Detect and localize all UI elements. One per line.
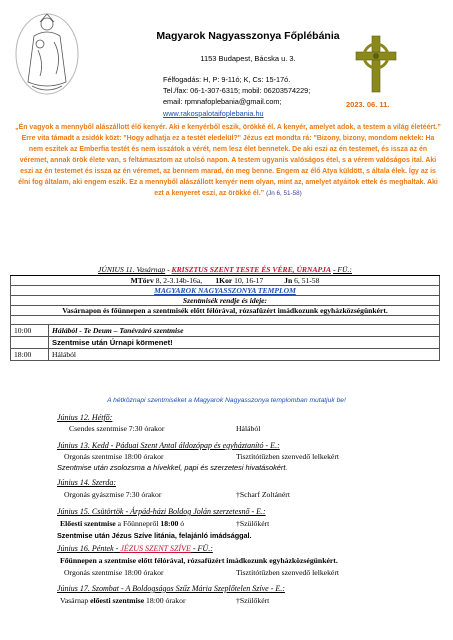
day-heading-wednesday: Június 14. Szerda:: [57, 478, 117, 487]
mass1-intention: Hálából - Te Deum – Tanévzáró szentmise: [49, 324, 440, 336]
friday-date: Június 16. Péntek: [57, 544, 114, 553]
saturday-mass-type: előesti szentmise: [90, 596, 145, 605]
sunday-suffix: - FÜ.:: [332, 265, 352, 275]
sunday-heading: JÚNIUS 11. Vasárnap - KRISZTUS SZENT TESTE ÉS VÉRE, ÚRNAPJA - FÜ.:: [11, 265, 440, 275]
reading3-label: Jn: [284, 275, 293, 285]
thursday-mass-feast: a Főünnepről: [117, 519, 159, 528]
thursday-mass: [60, 519, 184, 528]
saturday-feast: - A Boldogságos Szűz Mária Szeplőtelen Szíve - E.:: [121, 584, 285, 593]
saturday-mass-day: Vasárnap: [60, 596, 89, 605]
tuesday-mass: Orgonás szentmise 18:00 órakor: [64, 452, 164, 461]
reading3: 6, 51-58: [294, 275, 320, 285]
thursday-mass-hour: ó: [180, 519, 185, 528]
bulletin-date: 2023. 06. 11.: [346, 100, 390, 109]
monday-mass: Csendes szentmise 7:30 órakor: [69, 424, 165, 433]
friday-feast: JÉZUS SZENT SZÍVE: [120, 544, 191, 553]
sunday-date: JÚNIUS 11. Vasárnap: [98, 265, 166, 275]
friday-rosary-note: Főünnepen a szentmise előtt félórával, rózsafüzért imádkozunk egyházközségünkért.: [60, 556, 338, 565]
email: email: rpmnafoplebania@gmail.com;: [163, 97, 282, 107]
thursday-feast: - Árpád-házi Boldog Jolán szerzetesnő - E.:: [125, 507, 266, 516]
tuesday-note: Szentmise után zsolozsma a hívekkel, papi és szerzetesi hivatásokért.: [57, 463, 288, 472]
reading1-label: MTörv: [130, 275, 154, 285]
thursday-mass-type: Előesti szentmise: [60, 519, 116, 528]
sunday-mass-table: [10, 265, 440, 361]
friday-intention: Tisztítótűzben szenvedő lelkekért: [236, 568, 340, 577]
parish-header: [148, 30, 348, 63]
mass2-time: 18:00: [11, 348, 49, 360]
friday-suffix: - FÜ.:: [192, 544, 213, 553]
thursday-mass-time: 18:00: [160, 519, 179, 528]
wednesday-intention: †Scharf Zoltánért: [236, 490, 291, 499]
reading2-label: 1Kor: [215, 275, 233, 285]
mass-order-title: Szentmisék rendje és ideje:: [11, 295, 440, 305]
gospel-quote-text: „Én vagyok a mennyből alászállott élő kenyér. Aki e kenyérből eszik, örökké él. A kenyér, amelyet adok, a testem a világ életéért.” Erre vita támadt a zsidók közt: "Hogy adhatja ez a testét eledelül?" Jézus ezt mondta rá: "Bizony, bizony, mondom nektek: Ha nem eszitek az Emberfia testét és nem isszátok a vérét, nem lesz élet bennetek. De aki eszi az én testemet, és issza az én véremet, annak örök élete van, s feltámasztom az utolsó napon. A testem ugyanis valóságos étel, s a vérem valóságos ital. Aki eszi az én testemet és issza az én véremet, az bennem marad, én meg benne. Engem az élő Atya küldött, s általa élek. Így az is élni fog általam, aki engem eszik. Ez a mennyből alászállott kenyér nem olyan, mint az, amelyet atyáitok ettek és meghaltak. Aki ezt a kenyeret eszi, az örökké él.”: [15, 124, 441, 197]
celtic-cross-icon: [352, 34, 400, 94]
phone: Tel./fax: 06-1-307-6315; mobil: 06203574229;: [163, 86, 311, 96]
office-hours: Félfogadás: H, P: 9-11ó; K, Cs: 15-17ó.: [163, 75, 291, 84]
thursday-note: Szentmise után Jézus Szíve litánia, felajánló imádsággal.: [57, 531, 252, 540]
gospel-quote: [14, 122, 442, 199]
day-heading-saturday: [57, 584, 285, 593]
saturday-mass-time: 18:00 órakor: [146, 596, 186, 605]
sunday-rosary-note: Vasárnapon és főünnepen a szentmisék előtt félórával, rózsafüzért imádkozunk egyházközségünkért.: [11, 305, 440, 315]
saturday-intention: †Szülőkért: [236, 596, 270, 605]
thursday-intention: †Szülőkért: [236, 519, 270, 528]
parish-title: Magyarok Nagyasszonya Főplébánia: [156, 30, 340, 42]
sunday-feast: KRISZTUS SZENT TESTE ÉS VÉRE, ÚRNAPJA: [171, 265, 332, 275]
madonna-statue-image: [10, 10, 84, 96]
parish-address: 1153 Budapest, Bácska u. 3.: [200, 54, 296, 63]
mass2-intention: Hálából: [49, 348, 440, 360]
spacer-row: [11, 315, 440, 324]
monday-intention: Hálából: [236, 424, 261, 433]
reading1: 8, 2-3.14b-16a: [155, 275, 201, 285]
gospel-reference: (Jn 6, 51-58): [266, 190, 302, 197]
mass1-time: 10:00: [11, 324, 49, 336]
saturday-date: Június 17. Szombat: [57, 584, 119, 593]
mass1-procession-note: Szentmise után Úrnapi körmenet!: [49, 336, 440, 348]
wednesday-mass: Orgonás gyászmise 7:30 órakor: [64, 490, 162, 499]
day-heading-monday: Június 12. Hétfő:: [57, 413, 113, 422]
day-heading-tuesday: [57, 441, 280, 450]
church-name: MAGYAROK NAGYASSZONYA TEMPLOM: [11, 285, 440, 295]
thursday-date: Június 15. Csütörtök: [57, 507, 124, 516]
day-heading-thursday: [57, 507, 266, 516]
tuesday-feast: - Páduai Szent Antal áldozópap és egyháztanító - E.:: [110, 441, 280, 450]
parish-contact: [163, 74, 353, 119]
saturday-mass: [60, 596, 186, 605]
reading2: 10, 16-17: [234, 275, 264, 285]
friday-mass: Orgonás szentmise 18:00 órakor: [64, 568, 164, 577]
day-heading-friday: Június 16. Péntek - JÉZUS SZENT SZÍVE - FÜ.:: [57, 544, 213, 553]
website-link[interactable]: www.rakospalotaifoplebania.hu: [163, 108, 264, 118]
weekday-masses-note: A hétköznapi szentmiséket a Magyarok Nagyasszonya templomban mutatjuk be!: [107, 397, 346, 404]
mass1-after-empty: [11, 336, 49, 348]
tuesday-intention: Tisztítótűzben szenvedő lelkekért: [236, 452, 340, 461]
tuesday-date: Június 13. Kedd: [57, 441, 109, 450]
sunday-readings: MTörv 8, 2-3.14b-16a, 1Kor 10, 16-17 Jn 6, 51-58: [11, 275, 440, 285]
